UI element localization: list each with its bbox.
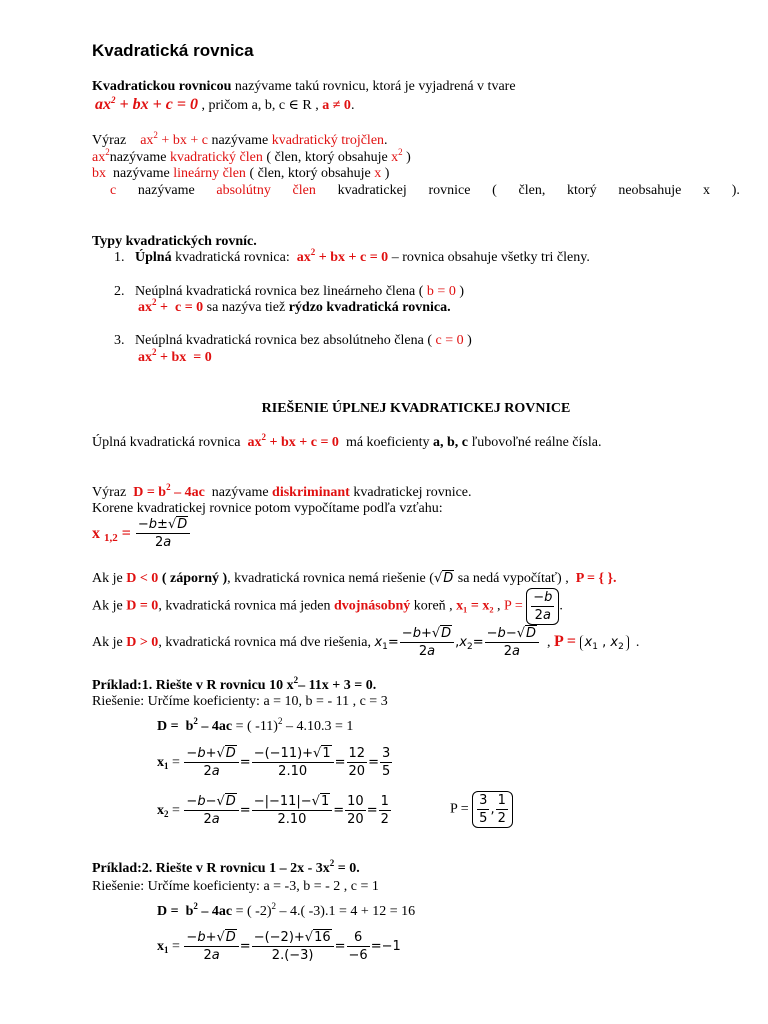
example-1-coef: Riešenie: Určíme koeficienty: a = 10, b = - 11 , c = 3 <box>92 694 388 709</box>
example-1-x2: $x_2$ = $\frac{-b-√D}{2a}$ = $\frac{-|-11|-√1}{2.10}$ = $\frac{10}{20}$ = $\frac{1}{2}$ <box>157 794 389 827</box>
example-1-heading: Príklad:1. Riešte v R rovnicu 10 $x^2-$ 11x + 3 = 0. <box>92 675 377 693</box>
def-cond-red: a ≠ 0 <box>322 98 351 113</box>
page-title: Kvadratická rovnica <box>92 41 254 60</box>
type-3-eq: $ax^2$ + bx = 0 <box>138 347 212 365</box>
def-cond: , pričom a, b, c ∈ R , <box>201 98 319 113</box>
section-heading: RIEŠENIE ÚPLNEJ KVADRATICKEJ ROVNICE <box>261 401 571 416</box>
complete-eq-line: Úplná kvadratická rovnica $ax^2$ + bx + c = 0 má koeficienty a, b, c ľubovoľné reálne čísla. <box>92 432 602 450</box>
types-heading: Typy kvadratických rovníc. <box>92 234 257 249</box>
definition-formula-line: $ax^2$ + bx + c = 0 , pričom a, b, c ∈ R , a ≠ 0. <box>95 95 355 113</box>
type-3: 3. Neúplná kvadratická rovnica bez absolútneho člena ( c = 0 ) <box>114 333 472 348</box>
case-positive: Ak je D > 0, kvadratická rovnica má dve riešenia, $x_1=$ $\frac{-b+√D}{2a}$ $,x_2=$ $\frac{-b-√D}{2a}$ , $P = x_1$ , $x_2$ . <box>92 626 640 659</box>
absolute-term-line: c nazývame absolútny člen kvadratickej rovnice ( člen, ktorý neobsahuje x ). <box>110 183 740 198</box>
type-2: 2. Neúplná kvadratická rovnica bez lineárneho člena ( b = 0 ) <box>114 284 464 299</box>
trinomial-expr: $ax^2$ + bx + c <box>140 130 208 148</box>
discriminant-formula: $D = b^2 - 4ac$ <box>133 482 205 500</box>
def-rest: nazývame takú rovnicu, ktorá je vyjadrená v tvare <box>231 79 516 94</box>
example-1-x1: $x_1$ = $\frac{-b+√D}{2a}$ = $\frac{-(-11)+√1}{2.10}$ = $\frac{12}{20}$ = $\frac{3}{5}$ <box>157 746 391 779</box>
discriminant-line: Výraz $D = b^2 - 4ac$ nazývame diskriminant kvadratickej rovnice. <box>92 482 472 500</box>
example-2-x1: $x_1$ = $\frac{-b+√D}{2a}$ = $\frac{-(-2)+√16}{2.(-3)}$ = $\frac{6}{-6}$ =−1 <box>157 930 401 963</box>
example-1-d: $D = b^2 - 4ac$ = ( -11)$^2$ – 4.10.3 = 1 <box>157 716 354 734</box>
trinomial-line: Výraz $ax^2$ + bx + c nazývame kvadratický trojčlen. <box>92 130 388 148</box>
type-1: 1. Úplná kvadratická rovnica: $ax^2$ + bx + c = 0 – rovnica obsahuje všetky tri členy. <box>114 247 590 265</box>
example-2-d: $D = b^2 - 4ac$ = ( -2)$^2$ – 4.( -3).1 = 4 + 12 = 16 <box>157 901 416 919</box>
definition-line <box>92 79 516 95</box>
linear-term-line: bx nazývame lineárny člen ( člen, ktorý obsahuje x ) <box>92 166 390 181</box>
type-2-eq: $ax^2 + c = 0$ sa nazýva tiež rýdzo kvadratická rovnica. <box>138 297 451 315</box>
example-2-heading: Príklad:2. Riešte v R rovnicu $1 - 2x - 3x^2 = 0$. <box>92 858 360 876</box>
case-zero: Ak je D = 0, kvadratická rovnica má jeden dvojnásobný koreň , x₁ = x₂ , P = $\frac{-b}{2a}$ . <box>92 590 563 623</box>
root-formula: x $_{1,2}$ = $\frac{-b\pm√D}{2a}$ <box>92 516 191 551</box>
def-term: Kvadratickou rovnicou <box>92 79 232 94</box>
example-2-coef: Riešenie: Určíme koeficienty: a = -3, b = - 2 , c = 1 <box>92 879 379 894</box>
case-negative: Ak je D < 0 ( záporný ), kvadratická rovnica nemá riešenie (√D sa nedá vypočítať) , P = { }. <box>92 571 617 586</box>
quadratic-term-line: $ax^2nazývame$ kvadratický člen ( člen, ktorý obsahuje $x^2$ ) <box>92 147 411 165</box>
general-equation: $ax^2$ + bx + c = 0 <box>95 95 198 113</box>
roots-intro: Korene kvadratickej rovnice potom vypočítame podľa vzťahu: <box>92 501 443 516</box>
example-1-solution-set: P = $\frac{3}{5}$ , $\frac{1}{2}$ <box>450 791 513 828</box>
